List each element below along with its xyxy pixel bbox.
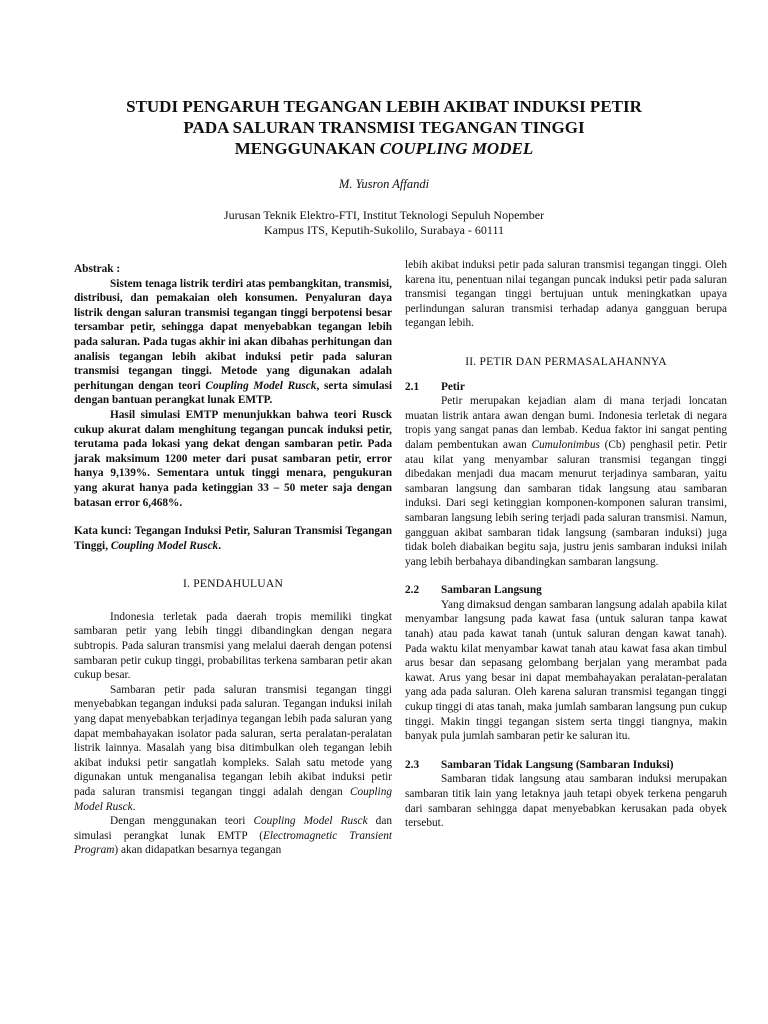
subsection-2-2-number: 2.2 [405,584,420,597]
pendahuluan-p2-b: . [132,800,136,813]
pendahuluan-p2-a: Sambaran petir pada saluran transmisi tegangan tinggi menyebabkan tegangan induksi pada saluran. Tegangan induksi inilah yang dapat menyebabkan terjadinya tegangan lebih pada saluran yang dapat membahayakan isolator pada saluran, serta peralatan-peralatan listrik lainnya. Masalah yang bisa ditimbulkan oleh tegangan lebih akibat induksi petir sangatlah kompleks. Salah satu metode yang digunakan untuk menganalisa tegangan lebih akibat induksi petir pada saluran transmisi tegangan tinggi adalah dengan [74,683,392,798]
paper-title [60,96,708,159]
abstract-label: Abstrak : [74,263,121,275]
keywords-end: . [218,539,222,552]
subsection-heading-2-1 [405,380,727,395]
abstract-paragraph-2: Hasil simulasi EMTP menunjukkan bahwa teori Rusck cukup akurat dalam menghitung tegangan puncak induksi petir, terutama pada lokasi yang dekat dengan sambaran petir. Pada jarak maksimum 1200 meter dari pusat sambaran petir, error hanya 9,139%. Sementara untuk tinggi menara, pengukuran yang akurat hanya pada ketinggian 33 – 50 meter saja dengan batasan error 6,468%. [74,408,392,509]
subsection-2-1-text [405,394,727,569]
title-line-2: PADA SALURAN TRANSMISI TEGANGAN TINGGI [183,118,585,137]
abstract-p1-italic: Coupling Model Rusck [205,379,317,392]
subsection-2-1-text-a: Petir merupakan kejadian alam di mana terjadi loncatan muatan listrik antara awan dengan bumi. Indonesia terletak di negara tropis yang sangat panas dan lembab. Kedua faktor ini sangat penting dalam pembentukan awan [405,395,727,451]
right-column [405,258,727,831]
pendahuluan-paragraph-3 [74,814,392,858]
subsection-2-1-title: Petir [441,380,465,393]
pendahuluan-p2-italic: Coupling Model Rusck [74,786,392,813]
pendahuluan-p3-c: ) akan didapatkan besarnya tegangan [114,844,282,857]
left-column [74,262,392,858]
pendahuluan-p3-b: dan simulasi perangkat lunak EMTP ( [74,815,392,842]
pendahuluan-p3-italic-2: Electromagnetic Transient Program [74,829,392,857]
subsection-2-2-title: Sambaran Langsung [441,584,542,597]
title-line-3-prefix: MENGGUNAKAN [234,139,380,158]
subsection-heading-2-3 [405,758,727,773]
abstract-p1-a: Sistem tenaga listrik terdiri atas pembangkitan, transmisi, distribusi, dan pemakaian oleh konsumen. Penyaluran daya listrik dengan saluran transmisi tegangan tinggi berpotensi besar tersambar petir, sehingga dapat menyebabkan tegangan lebih pada saluran. Pada tugas akhir ini akan dibahas perhitungan dan analisis tegangan lebih akibat induksi petir pada saluran transmisi tegangan tinggi. Metode yang digunakan adalah perhitungan dengan teori [74,277,392,392]
pendahuluan-paragraph-2 [74,683,392,814]
keywords [74,524,392,553]
subsection-2-3-number: 2.3 [405,758,420,771]
subsection-2-1-text-b: (Cb) penghasil petir. Petir atau kilat yang menyambar saluran transmisi tegangan tinggi dibedakan menjadi dua macam menurut terjadinya sambaran, yaitu sambaran langsung dan sambaran tidak langsung atau sambaran induksi. Dari segi ketinggian komponen-komponen saluran transimi, sambaran langsung lebih sering terjadi pada saluran transmisi. Namun, gangguan akibat sambaran tidak langsung (sambaran induksi) juga tidak boleh diabaikan begitu saja, justru jenis sambaran induksi inilah yang lebih berbahaya dibandingkan sambaran langsung. [405,438,727,568]
author-name: M. Yusron Affandi [338,177,430,191]
subsection-2-1-number: 2.1 [405,380,420,393]
title-line-3-italic: COUPLING MODEL [379,139,534,158]
affiliation-line-1: Jurusan Teknik Elektro-FTI, Institut Teknologi Sepuluh Nopember [223,208,545,222]
pendahuluan-p3-italic-1: Coupling Model Rusck [253,815,368,828]
abstract-p1-b: , serta simulasi dengan bantuan perangkat lunak EMTP. [74,379,393,407]
pendahuluan-p3-a: Dengan menggunakan teori [110,815,254,828]
subsection-2-2-text: Yang dimaksud dengan sambaran langsung adalah apabila kilat menyambar langsung pada kawat fasa (untuk saluran tanpa kawat tanah) atau pada kawat tanah (untuk saluran dengan kawat tanah). Pada waktu kilat menyambar kawat tanah atau kawat fasa akan timbul arus besar dan sepasang gelombang berjalan yang merambat pada kawat. Arus yang besar ini dapat membahayakan peralatan-peralatan yang ada pada saluran. Oleh karena saluran transmisi tegangan tinggi cukup tinggi di atas tanah, maka jumlah sambaran langsung pun cukup tinggi. Makin tinggi tegangan sistem serta tinggi tiangnya, makin banyak pula jumlah sambaran petir ke saluran itu. [405,598,727,743]
keywords-italic: Coupling Model Rusck [110,539,219,552]
subsection-2-3-text: Sambaran tidak langsung atau sambaran induksi merupakan sambaran titik lain yang letaknya jauh tetapi obyek terkena pengaruh dari sambaran sehingga dapat menyebabkan kerusakan pada obyek tersebut. [405,773,727,830]
keywords-label: Kata kunci: [74,525,135,538]
intro-continuation: lebih akibat induksi petir pada saluran transmisi tegangan tinggi. Oleh karena itu, penentuan nilai tegangan puncak induksi petir pada saluran transmisi tegangan tinggi bertujuan untuk meningkatkan upaya perlindungan saluran transmisi terhadap adanya gangguan berupa tegangan lebih. [405,259,727,330]
subsection-2-1-italic: Cumulonimbus [531,438,600,451]
section-heading-petir: II. PETIR DAN PERMASALAHANNYA [465,354,667,368]
subsection-heading-2-2 [405,583,727,598]
title-line-3 [60,138,708,159]
keywords-text: Tegangan Induksi Petir, Saluran Transmisi Tegangan Tinggi, [74,525,392,552]
subsection-2-3-title: Sambaran Tidak Langsung (Sambaran Induksi) [441,758,674,771]
abstract-paragraph-1 [74,277,392,408]
title-line-1: STUDI PENGARUH TEGANGAN LEBIH AKIBAT INDUKSI PETIR [126,97,642,116]
affiliation-line-2: Kampus ITS, Keputih-Sukolilo, Surabaya - 60111 [263,223,505,237]
pendahuluan-paragraph-1: Indonesia terletak pada daerah tropis memiliki tingkat sambaran petir yang lebih tinggi dibandingkan dengan negara subtropis. Pada saluran transmisi yang melalui daerah dengan potensi sambaran petir cukup tinggi, probabilitas terkena sambaran petir akan cukup besar. [74,610,392,682]
section-heading-pendahuluan: I. PENDAHULUAN [182,577,284,591]
